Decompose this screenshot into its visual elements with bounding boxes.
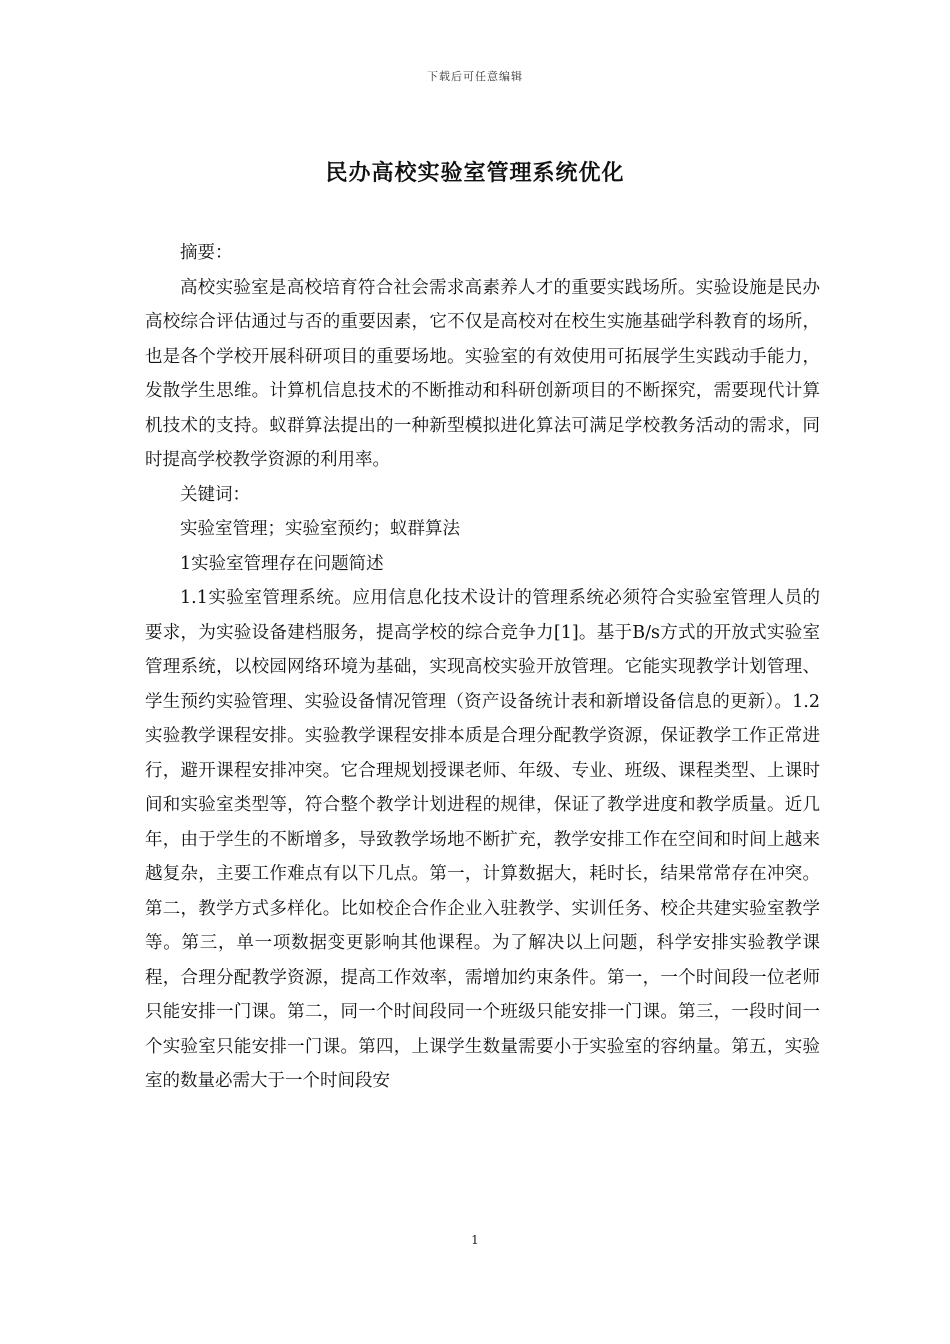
document-title: 民办高校实验室管理系统优化	[325, 160, 625, 186]
page-header: 下载后可任意编辑	[427, 70, 523, 83]
abstract-text: 高校实验室是高校培育符合社会需求高素养人才的重要实践场所。实验设施是民办高校综合评估通过与否的重要因素，它不仅是高校对在校生实施基础学科教育的场所，也是各个学校开展科研项目的重要场地。实验室的有效使用可拓展学生实践动手能力，发散学生思维。计算机信息技术的不断推动和科研创新项目的不断探究，需要现代计算机技术的支持。蚁群算法提出的一种新型模拟进化算法可满足学校教务活动的需求，同时提高学校教学资源的利用率。	[145, 277, 820, 470]
section-body: 1.1实验室管理系统。应用信息化技术设计的管理系统必须符合实验室管理人员的要求，为实验设备建档服务，提高学校的综合竞争力[1]。基于B/s方式的开放式实验室管理系统，以校园网络环境为基础，实现高校实验开放管理。它能实现教学计划管理、学生预约实验管理、实验设备情况管理（资产设备统计表和新增设备信息的更新）。1.2实验教学课程安排。实验教学课程安排本质是合理分配教学资源，保证教学工作正常进行，避开课程安排冲突。它合理规划授课老师、年级、专业、班级、课程类型、上课时间和实验室类型等，符合整个教学计划进程的规律，保证了教学进度和教学质量。近几年，由于学生的不断增多，导致教学场地不断扩充，教学安排工作在空间和时间上越来越复杂，主要工作难点有以下几点。第一，计算数据大，耗时长，结果常常存在冲突。第二，教学方式多样化。比如校企合作企业入驻教学、实训任务、校企共建实验室教学等。第三，单一项数据变更影响其他课程。为了解决以上问题，科学安排实验教学课程，合理分配教学资源，提高工作效率，需增加约束条件。第一，一个时间段一位老师只能安排一门课。第二，同一个时间段同一个班级只能安排一门课。第三，一段时间一个实验室只能安排一门课。第四，上课学生数量需要小于实验室的容纳量。第五，实验室的数量必需大于一个时间段安	[145, 588, 820, 1091]
keywords-text: 实验室管理；实验室预约；蚁群算法	[180, 519, 460, 539]
page-number: 1	[471, 1233, 479, 1247]
document-body	[145, 236, 820, 1099]
section-heading: 1实验室管理存在问题简述	[180, 553, 384, 574]
abstract-label: 摘要：	[180, 243, 233, 263]
keywords-label: 关键词：	[180, 484, 250, 505]
